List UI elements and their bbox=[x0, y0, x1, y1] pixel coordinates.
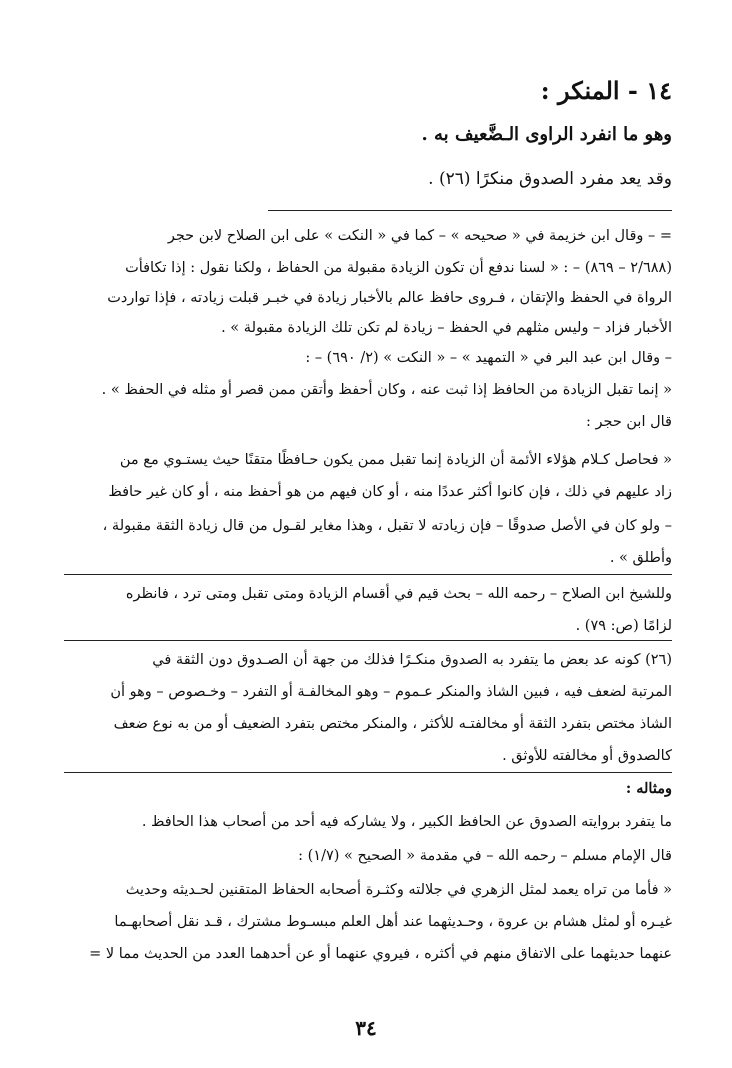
example-line: غيـره أو لمثل هشام بن عروة ، وحـديثهما عند أهل العلم مبسـوط مشترك ، قـد نقل أصحابهـما bbox=[114, 914, 672, 930]
footnote-line: زاد عليهم في ذلك ، فإن كانوا أكثر عددًا منه ، أو كان فيهم من هو أحفظ منه ، أو كان غير حافظ bbox=[108, 484, 672, 500]
sadouq-note: وقد يعد مفرد الصدوق منكرًا (٢٦) . bbox=[428, 169, 672, 189]
example-heading: ومثاله : bbox=[625, 780, 672, 797]
divider bbox=[64, 574, 672, 575]
footnote-26-line: المرتبة لضعف فيه ، فبين الشاذ والمنكر عـموم – وهو المخالفـة أو التفرد – وخـصوص – وهو أن bbox=[110, 684, 672, 700]
footnote-line: قال ابن حجر : bbox=[585, 414, 672, 430]
section-heading: ١٤ - المنكر : bbox=[540, 76, 672, 105]
footnote-26-line: كالصدوق أو مخالفته للأوثق . bbox=[502, 748, 672, 764]
example-line: « فأما من تراه يعمد لمثل الزهري في جلالته وكثـرة أصحابه الحفاظ المتقنين لحـديثه وحديث bbox=[125, 882, 672, 898]
footnote-line: « إنما تقبل الزيادة من الحافظ إذا ثبت عنه ، وكان أحفظ وأتقن ممن قصر أو مثله في الحفظ » . bbox=[101, 382, 672, 398]
footnote-line: الأخبار فزاد – وليس مثلهم في الحفظ – زيادة لم تكن تلك الزيادة مقبولة » . bbox=[221, 320, 672, 336]
example-line: قال الإمام مسلم – رحمه الله – في مقدمة « الصحيح » (١/٧) : bbox=[298, 848, 672, 864]
page-number: ٣٤ bbox=[355, 1016, 377, 1040]
footnote-line: « فحاصل كـلام هؤلاء الأئمة أن الزيادة إنما تقبل ممن يكون حـافظًا متقنًا حيث يستـوي مع من bbox=[119, 452, 672, 468]
divider bbox=[64, 772, 672, 773]
footnote-line: (٢/٦٨٨ – ٨٦٩) – : « لسنا ندفع أن تكون الزيادة مقبولة من الحفاظ ، ولكنا نقول : إذا تكافأت bbox=[125, 260, 672, 276]
divider bbox=[64, 640, 672, 641]
footnote-line: – وقال ابن عبد البر في « التمهيد » – « النكت » (٢/ ٦٩٠) – : bbox=[305, 350, 672, 366]
footnote-line: وأطلق » . bbox=[609, 550, 672, 566]
footnote-line: الرواة في الحفظ والإتقان ، فـروى حافظ عالم بالأخبار زيادة في خبـر قبلت زيادته ، فإذا تواردت bbox=[107, 290, 672, 306]
footnote-line: = – وقال ابن خزيمة في « صحيحه » – كما في « النكت » على ابن الصلاح لابن حجر bbox=[167, 228, 672, 244]
example-line: ما يتفرد بروايته الصدوق عن الحافظ الكبير ، ولا يشاركه فيه أحد من أصحاب هذا الحافظ . bbox=[141, 814, 672, 830]
definition-text: وهو ما انفرد الراوى الـضَّعيف به . bbox=[421, 124, 672, 145]
footnote-separator bbox=[268, 210, 672, 211]
example-line: عنهما حديثهما على الاتفاق منهم في أكثره ، فيروي عنهما أو عن أحدهما العدد من الحديث مما لا = bbox=[89, 946, 672, 962]
shaykh-note-line: لزامًا (ص: ٧٩) . bbox=[575, 618, 672, 634]
shaykh-note-line: وللشيخ ابن الصلاح – رحمه الله – بحث قيم في أقسام الزيادة ومتى تقبل ومتى ترد ، فانظره bbox=[125, 586, 672, 602]
footnote-line: – ولو كان في الأصل صدوقًا – فإن زيادته لا تقبل ، وهذا مغاير لقـول من قال زيادة الثقة مقبولة ، bbox=[102, 518, 672, 534]
footnote-26-line: الشاذ مختص بتفرد الثقة أو مخالفتـه للأكثر ، والمنكر مختص بتفرد الضعيف أو من به نوع ضعف bbox=[113, 716, 672, 732]
footnote-26-line: (٢٦) كونه عد بعض ما يتفرد به الصدوق منكـرًا فذلك من جهة أن الصـدوق دون الثقة في bbox=[152, 652, 672, 668]
